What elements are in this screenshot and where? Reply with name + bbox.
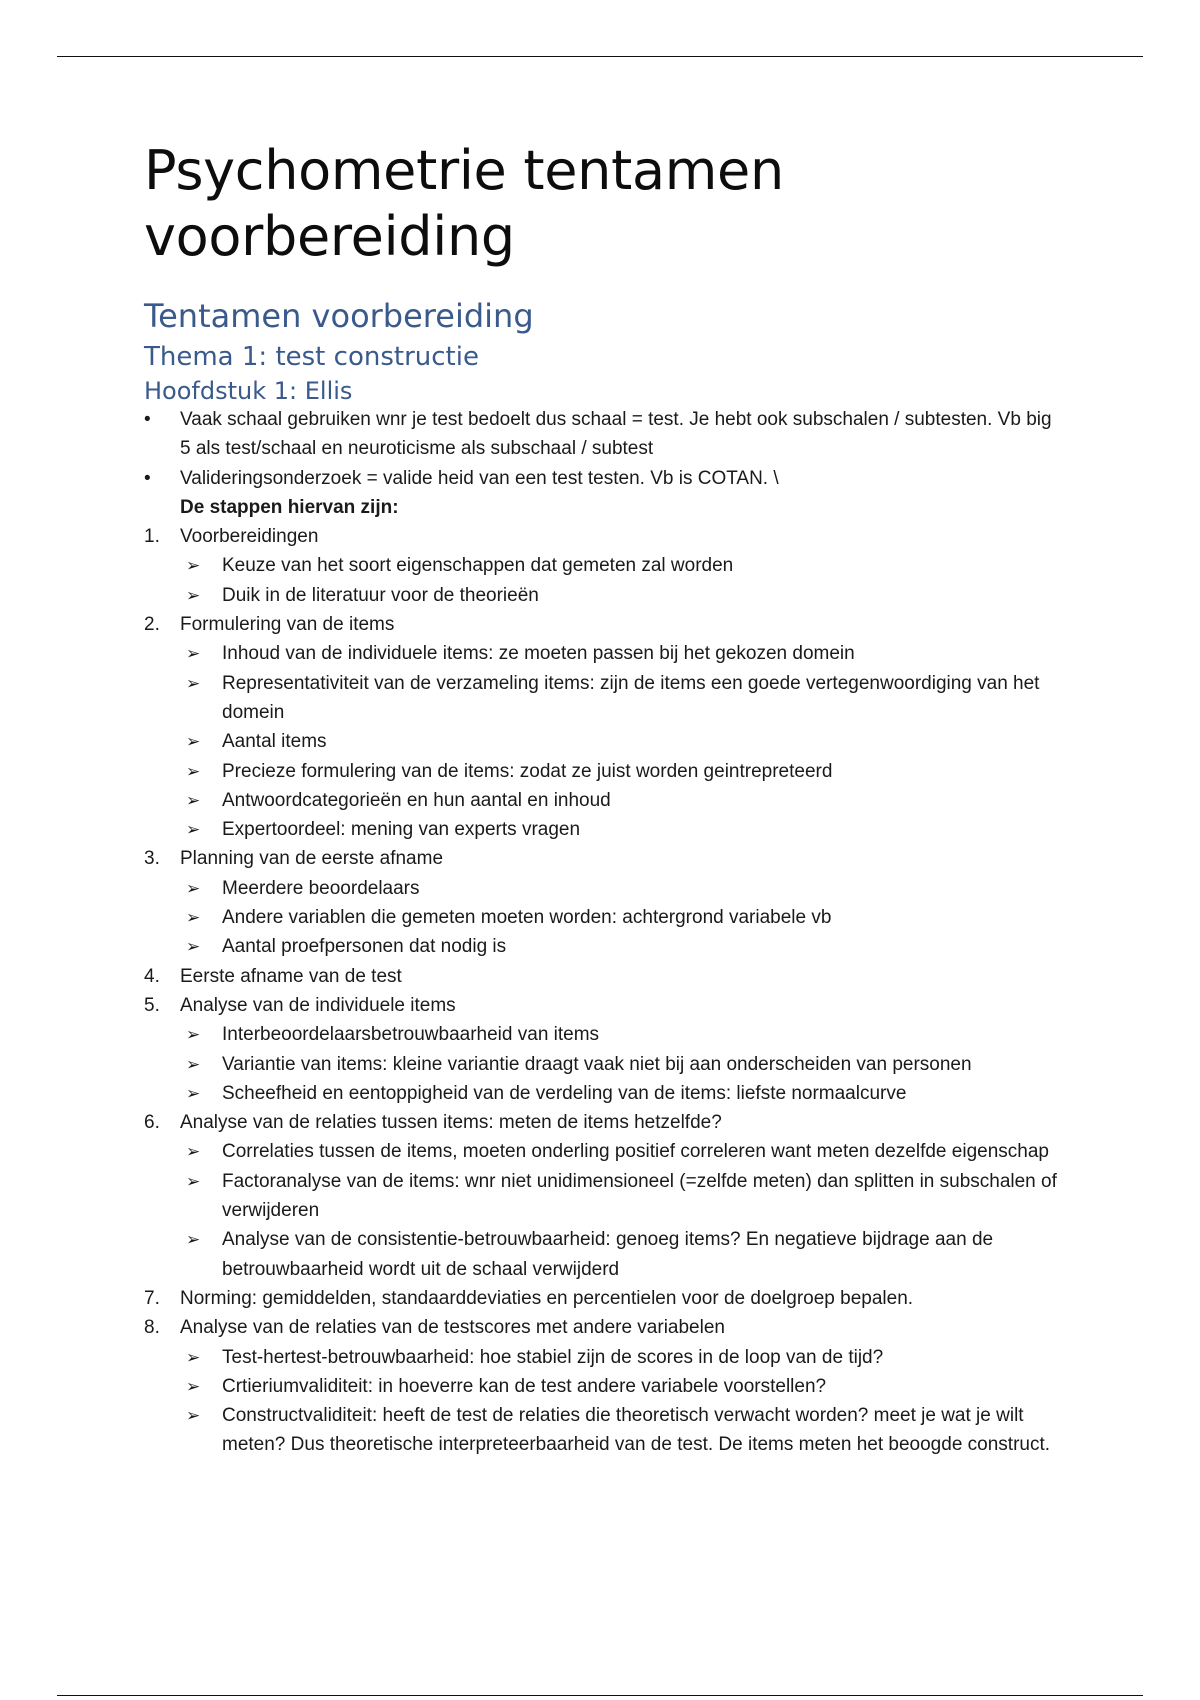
step-number: 2.	[144, 614, 160, 636]
bullet-item	[144, 464, 1064, 523]
sub-item	[180, 669, 1064, 728]
heading-thema-1: Thema 1: test constructie	[144, 342, 479, 372]
sub-item-text: Andere variablen die gemeten moeten worden: achtergrond variabele vb	[222, 907, 832, 929]
step-number: 3.	[144, 848, 160, 870]
sub-item	[180, 727, 1064, 756]
sub-item	[180, 1225, 1064, 1284]
step-text: Analyse van de relaties tussen items: meten de items hetzelfde?	[180, 1112, 722, 1134]
step-number: 8.	[144, 1317, 160, 1339]
arrow-bullet-icon: ➢	[186, 644, 201, 664]
sub-list	[180, 874, 1064, 962]
bullet-marker: •	[144, 409, 151, 430]
arrow-bullet-icon: ➢	[186, 585, 201, 605]
sub-item	[180, 1137, 1064, 1166]
sub-item	[180, 815, 1064, 844]
arrow-bullet-icon: ➢	[186, 908, 201, 928]
arrow-bullet-icon: ➢	[186, 1083, 201, 1103]
sub-list	[180, 639, 1064, 844]
step-item	[144, 522, 1064, 610]
sub-item-text: Aantal items	[222, 731, 327, 753]
step-item	[144, 1313, 1064, 1459]
step-number: 6.	[144, 1112, 160, 1134]
sub-item-text: Test-hertest-betrouwbaarheid: hoe stabiel zijn de scores in de loop van de tijd?	[222, 1346, 884, 1368]
step-item	[144, 962, 1064, 991]
document-body	[144, 405, 1064, 1460]
sub-item	[180, 1343, 1064, 1372]
arrow-bullet-icon: ➢	[186, 732, 201, 752]
arrow-bullet-icon: ➢	[186, 673, 201, 693]
sub-item-text: Factoranalyse van de items: wnr niet unidimensioneel (=zelfde meten) dan splitten in subschalen of verwijderen	[222, 1170, 1057, 1222]
step-item	[144, 1284, 1064, 1313]
bullet-list	[144, 405, 1064, 522]
sub-item	[180, 757, 1064, 786]
step-text: Analyse van de relaties van de testscores met andere variabelen	[180, 1317, 725, 1339]
sub-item-text: Antwoordcategorieën en hun aantal en inhoud	[222, 789, 611, 811]
arrow-bullet-icon: ➢	[186, 1376, 201, 1396]
step-item	[144, 610, 1064, 844]
heading-tentamen-voorbereiding: Tentamen voorbereiding	[144, 297, 534, 335]
step-item	[144, 1108, 1064, 1284]
sub-list	[180, 1343, 1064, 1460]
sub-item-text: Precieze formulering van de items: zodat ze juist worden geintrepreteerd	[222, 760, 833, 782]
sub-item	[180, 1372, 1064, 1401]
arrow-bullet-icon: ➢	[186, 790, 201, 810]
arrow-bullet-icon: ➢	[186, 761, 201, 781]
step-text: Formulering van de items	[180, 614, 395, 636]
arrow-bullet-icon: ➢	[186, 1025, 201, 1045]
step-number: 1.	[144, 526, 160, 548]
arrow-bullet-icon: ➢	[186, 556, 201, 576]
step-text: Norming: gemiddelden, standaarddeviaties en percentielen voor de doelgroep bepalen.	[180, 1287, 914, 1309]
step-text: Voorbereidingen	[180, 526, 319, 548]
step-number: 4.	[144, 965, 160, 987]
sub-item	[180, 932, 1064, 961]
arrow-bullet-icon: ➢	[186, 1142, 201, 1162]
sub-item-text: Aantal proefpersonen dat nodig is	[222, 936, 507, 958]
sub-item	[180, 639, 1064, 668]
arrow-bullet-icon: ➢	[186, 1054, 201, 1074]
step-text: Planning van de eerste afname	[180, 848, 444, 870]
sub-list	[180, 1020, 1064, 1108]
sub-item	[180, 1167, 1064, 1226]
step-number: 5.	[144, 994, 160, 1016]
bullet-text: Valideringsonderzoek = valide heid van een test testen. Vb is COTAN. \	[180, 467, 779, 489]
arrow-bullet-icon: ➢	[186, 937, 201, 957]
sub-item	[180, 874, 1064, 903]
sub-item	[180, 1020, 1064, 1049]
sub-item-text: Expertoordeel: mening van experts vragen	[222, 819, 581, 841]
step-number: 7.	[144, 1287, 160, 1309]
sub-item-text: Keuze van het soort eigenschappen dat gemeten zal worden	[222, 555, 734, 577]
sub-item-text: Scheefheid en eentoppigheid van de verdeling van de items: liefste normaalcurve	[222, 1082, 907, 1104]
footer-rule	[57, 1695, 1143, 1696]
step-list	[144, 522, 1064, 1460]
heading-hoofdstuk-1: Hoofdstuk 1: Ellis	[144, 377, 353, 405]
step-text: Eerste afname van de test	[180, 965, 402, 987]
arrow-bullet-icon: ➢	[186, 1347, 201, 1367]
sub-item-text: Crtieriumvaliditeit: in hoeverre kan de test andere variabele voorstellen?	[222, 1375, 827, 1397]
sub-item-text: Meerdere beoordelaars	[222, 877, 420, 899]
sub-item	[180, 1079, 1064, 1108]
sub-list	[180, 551, 1064, 610]
sub-item-text: Constructvaliditeit: heeft de test de relaties die theoretisch verwacht worden? meet je wat je wilt meten? Dus theoretische interpreteerbaarheid van de test. De items meten het beoogde construct.	[222, 1405, 1051, 1456]
arrow-bullet-icon: ➢	[186, 1171, 201, 1191]
sub-item	[180, 903, 1064, 932]
arrow-bullet-icon: ➢	[186, 1230, 201, 1250]
step-item	[144, 991, 1064, 1108]
arrow-bullet-icon: ➢	[186, 1406, 201, 1426]
sub-item-text: Inhoud van de individuele items: ze moeten passen bij het gekozen domein	[222, 643, 855, 665]
sub-list	[180, 1137, 1064, 1283]
bullet-bold-text: De stappen hiervan zijn:	[180, 496, 399, 518]
sub-item	[180, 1050, 1064, 1079]
sub-item-text: Interbeoordelaarsbetrouwbaarheid van items	[222, 1024, 600, 1046]
step-item	[144, 844, 1064, 961]
sub-item-text: Correlaties tussen de items, moeten onderling positief correleren want meten dezelfde eigenschap	[222, 1141, 1049, 1163]
document-title: Psychometrie tentamen voorbereiding	[144, 139, 784, 268]
sub-item	[180, 551, 1064, 580]
bullet-marker: •	[144, 467, 151, 489]
step-text: Analyse van de individuele items	[180, 994, 456, 1016]
bullet-text: Vaak schaal gebruiken wnr je test bedoelt dus schaal = test. Je hebt ook subschalen / subtesten. Vb big 5 als test/schaal en neuroticisme als subschaal / subtest	[180, 409, 1052, 460]
document-page	[144, 138, 1064, 1460]
sub-item-text: Analyse van de consistentie-betrouwbaarheid: genoeg items? En negatieve bijdrage aan de betrouwbaarheid wordt uit de schaal verwijderd	[222, 1229, 994, 1280]
arrow-bullet-icon: ➢	[186, 820, 201, 840]
sub-item-text: Variantie van items: kleine variantie draagt vaak niet bij aan onderscheiden van personen	[222, 1053, 972, 1075]
sub-item	[180, 581, 1064, 610]
arrow-bullet-icon: ➢	[186, 878, 201, 898]
sub-item	[180, 1401, 1064, 1460]
bullet-item	[144, 405, 1064, 464]
sub-item-text: Representativiteit van de verzameling items: zijn de items een goede vertegenwoordiging van het domein	[222, 672, 1040, 723]
header-rule	[57, 56, 1143, 57]
sub-item-text: Duik in de literatuur voor de theorieën	[222, 584, 539, 606]
sub-item	[180, 786, 1064, 815]
